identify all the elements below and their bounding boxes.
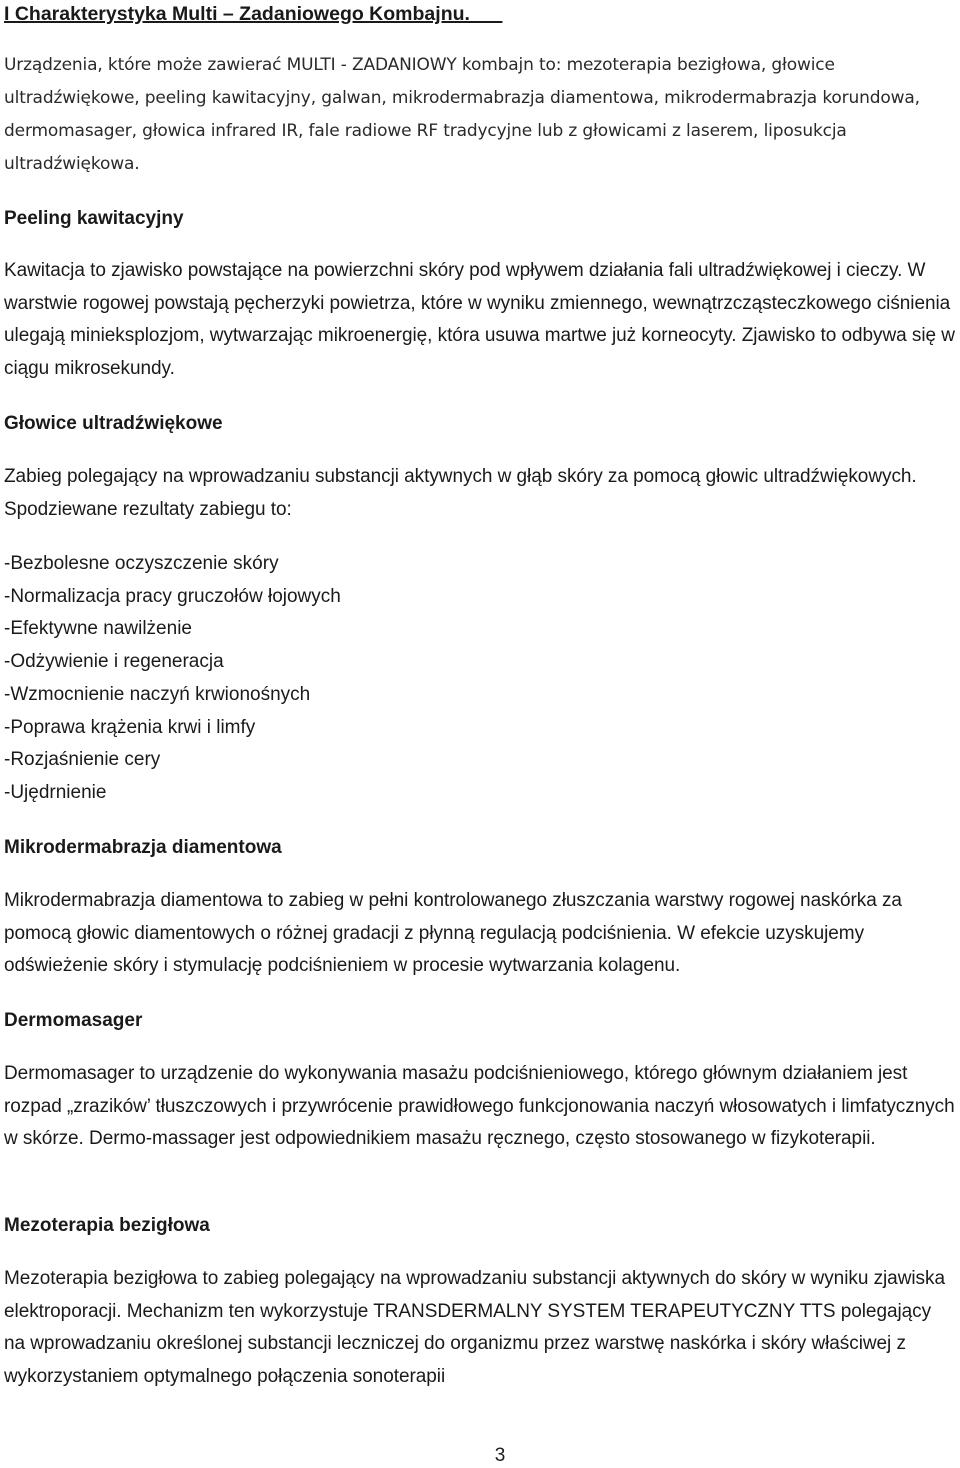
paragraph-mezoterapia-bezigłowa: Mezoterapia bezigłowa to zabieg polegający na wprowadzaniu substancji aktywnych do skóry w wyniku zjawiska elektroporacji. Mechanizm ten wykorzystuje TRANSDERMALNY SYSTEM TERAPEUTYCZNY TTS polegający na wprowadzaniu określonej substancji leczniczej do organizmu przez warstwę naskórka i skóry właściwej z wykorzystaniem optymalnego połączenia sonoterapii xyxy=(4,1268,945,1387)
list-item: -Odżywienie i regeneracja xyxy=(4,651,224,673)
paragraph-glowice-ultradzwiekowe: Zabieg polegający na wprowadzaniu substancji aktywnych w głąb skóry za pomocą głowic ultradźwiękowych. Spodziewane rezultaty zabiegu to: xyxy=(4,466,917,520)
heading-mezoterapia-bezigłowa: Mezoterapia bezigłowa xyxy=(4,1215,210,1236)
heading-mikrodermabrazja-diamentowa: Mikrodermabrazja diamentowa xyxy=(4,837,282,858)
list-item: -Poprawa krążenia krwi i limfy xyxy=(4,716,256,738)
paragraph-peeling-kawitacyjny: Kawitacja to zjawisko powstające na powierzchni skóry pod wpływem działania fali ultradźwiękowej i cieczy. W warstwie rogowej powstają pęcherzyki powietrza, które w wyniku zmiennego, wewnątrzcząsteczkowego ciśnienia ulegają minieksplozjom, wytwarzając mikroenergię, która usuwa martwe już korneocyty. Zjawisko to odbywa się w ciągu mikrosekundy. xyxy=(4,260,955,379)
list-item: -Bezbolesne oczyszczenie skóry xyxy=(4,553,279,574)
list-item: -Ujędrnienie xyxy=(4,781,107,803)
heading-glowice-ultradzwiekowe: Głowice ultradźwiękowe xyxy=(4,413,223,434)
document-title: I Charakterystyka Multi – Zadaniowego Kombajnu. xyxy=(4,3,503,25)
paragraph-dermomasager: Dermomasager to urządzenie do wykonywania masażu podciśnieniowego, którego głównym działaniem jest rozpad „zrazików’ tłuszczowych i przywrócenie prawidłowego funkcjonowania naczyń włosowatych i limfatycznych w skórze. Dermo-massager jest odpowiednikiem masażu ręcznego, często stosowanego w fizykoterapii. xyxy=(4,1063,955,1150)
paragraph-mikrodermabrazja-diamentowa: Mikrodermabrazja diamentowa to zabieg w pełni kontrolowanego złuszczania warstwy rogowej naskórka za pomocą głowic diamentowych o różnej gradacji z płynną regulacją podciśnienia. W efekcie uzyskujemy odświeżenie skóry i stymulację podciśnieniem w procesie wytwarzania kolagenu. xyxy=(4,890,902,977)
list-item: -Rozjaśnienie cery xyxy=(4,749,161,771)
heading-peeling-kawitacyjny: Peeling kawitacyjny xyxy=(4,208,184,229)
list-item: -Efektywne nawilżenie xyxy=(4,618,192,640)
heading-dermomasager: Dermomasager xyxy=(4,1010,143,1031)
page-number: 3 xyxy=(494,1445,506,1466)
list-item: -Wzmocnienie naczyń krwionośnych xyxy=(4,683,311,705)
intro-paragraph: Urządzenia, które może zawierać MULTI - ZADANIOWY kombajn to: mezoterapia bezigłowa, głowice ultradźwiękowe, peeling kawitacyjny, galwan, mikrodermabrazja diamentowa, mikrodermabrazja korundowa, dermomasager, głowica infrared IR, fale radiowe RF tradycyjne lub z głowicami z laserem, liposukcja ultradźwiękowa. xyxy=(4,55,920,174)
results-list xyxy=(4,548,341,810)
list-item: -Normalizacja pracy gruczołów łojowych xyxy=(4,585,341,607)
